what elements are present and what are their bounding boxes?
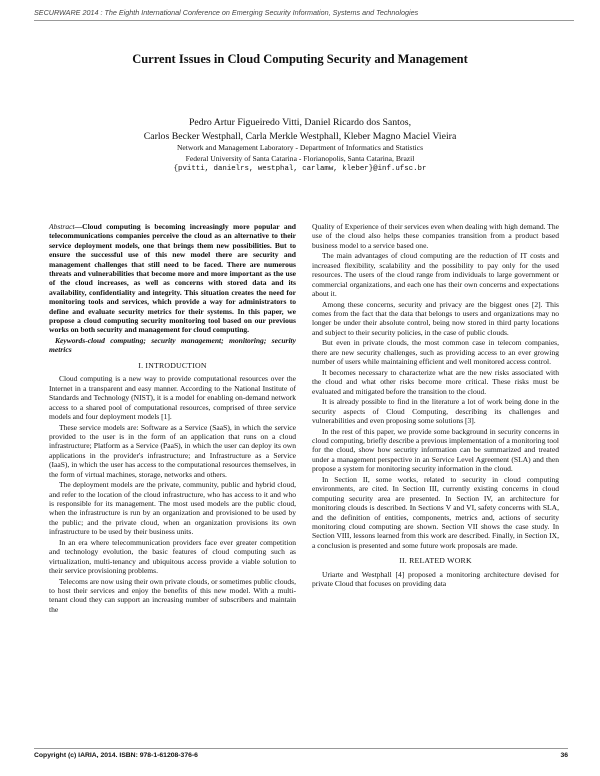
body-paragraph: The main advantages of cloud computing are the reduction of IT costs and increased flexibility, scalability and the possibility to pay only for the used resources. The users of the cloud range from individuals to large government or commercial organizations, and each one has their own concerns and expectations about it. <box>312 251 559 299</box>
section-heading-related-work: II. RELATED WORK <box>399 556 472 566</box>
page-footer <box>34 748 568 759</box>
copyright-isbn: Copyright (c) IARIA, 2014. ISBN: 978-1-61208-376-6 <box>34 752 198 759</box>
affiliation-university: Federal University of Santa Catarina - Florianopolis, Santa Catarina, Brazil <box>185 153 415 163</box>
keywords: Keywords-cloud computing; security management; monitoring; security metrics <box>49 336 296 355</box>
body-paragraph: In the rest of this paper, we provide some background in security concerns in cloud computing, briefly describe a previous implementation of a monitoring tool for the cloud, show how security information can be summarized and treated under a management perspective in an Service Level Agreement (SLA) and then propose a system for monitoring security information in the cloud. <box>312 426 559 474</box>
body-paragraph: Uriarte and Westphall [4] proposed a monitoring architecture devised for private Cloud that focuses on providing data <box>312 569 559 588</box>
abstract-label: Abstract <box>49 222 75 231</box>
section-heading-introduction: I. INTRODUCTION <box>138 360 207 370</box>
body-paragraph: Telecoms are now using their own private clouds, or sometimes public clouds, to host their services and enjoy the benefits of this new model. With a multi-tenant cloud they can support an increasing number of subscribers and maintain the <box>49 576 296 614</box>
body-paragraph: Quality of Experience of their services even when dealing with high demand. The use of the cloud also helps these companies transition from a product based business model to a service based one. <box>312 222 559 250</box>
body-paragraph: It is already possible to find in the literature a lot of work being done in the security aspects of Cloud Computing, describing its challenges and vulnerabilities and even proposing some solutions [3]. <box>312 397 559 426</box>
body-paragraph: These service models are: Software as a Service (SaaS), in which the service provided to the user is in the form of an application that runs on a cloud infrastructure; Platform as a Service (PaaS), in which the user can deploy its own applications in the provider's infrastructure; and Infrastructure as a Service (IaaS), in which the user has access to the computational resources themselves, in the form of virtual machines, storage, networks and others. <box>49 422 296 479</box>
author-emails: {pvitti, danielrs, westphal, carlamw, kleber}@inf.ufsc.br <box>173 165 427 174</box>
left-column <box>49 222 296 615</box>
author-line-2: Carlos Becker Westphall, Carla Merkle Westphall, Kleber Magno Maciel Vieira <box>143 130 457 142</box>
conference-header: SECURWARE 2014 : The Eighth International Conference on Emerging Security Information, Systems and Technologies <box>34 8 574 21</box>
paper-title: Current Issues in Cloud Computing Security and Management <box>132 52 468 66</box>
page-number: 36 <box>560 752 568 759</box>
body-paragraph: It becomes necessary to characterize what are the new risks associated with the cloud and what other risks become more critical. These risks must be evaluated and mitigated before the transition to the cloud. <box>312 367 559 396</box>
body-paragraph: In an era where telecommunication providers face ever greater competition and technology evolution, the basic features of cloud computing such as virtualization, multi-tenancy and ubiquitous access provide a viable solution to their service provisioning problems. <box>49 537 296 575</box>
author-list <box>0 116 600 143</box>
affiliation <box>0 143 600 175</box>
author-line-1: Pedro Artur Figueiredo Vitti, Daniel Ricardo dos Santos, <box>188 117 412 128</box>
abstract <box>49 222 296 335</box>
body-paragraph: Among these concerns, security and privacy are the biggest ones [2]. This comes from the fact that the data that belongs to users and organizations may no longer be under their absolute control, being now stored in third party locations and subject to their security policies, in the case of public clouds. <box>312 299 559 337</box>
affiliation-lab: Network and Management Laboratory - Department of Informatics and Statistics <box>176 143 424 152</box>
right-column <box>312 222 559 590</box>
body-paragraph: But even in private clouds, the most common case in telecom companies, there are new security challenges, such as providing access to an ever growing number of users while maintaining efficient and well monitored access control. <box>312 338 559 367</box>
body-paragraph: The deployment models are the private, community, public and hybrid cloud, and refer to the location of the cloud infrastructure, who has access to it and who is responsible for its management. The most used models are the public cloud, when the infrastructure is run by an organization and provisioned to be used by the public; and the private cloud, when an organization provisions its own infrastructure to be used by their business units. <box>49 480 296 537</box>
body-paragraph: In Section II, some works, related to security in cloud computing environments, are cited. In Section III, currently existing concerns in cloud computing security area are presented. In Section IV, an architecture for monitoring clouds is described. In Sections V and VI, safety concerns with SLA, and the definition of entities, components, metrics and, actions of security monitoring cloud computing are shown. Section VII shows the case study. In Section VIII, lessons learned from this work are described. Finally, in Section IX, a conclusion is presented and some future work proposals are made. <box>312 474 559 550</box>
abstract-text: —Cloud computing is becoming increasingly more popular and telecommunications companies perceive the cloud as an alternative to their service deployment models, one that brings them new possibilities. But to ensure the successful use of this new model there are security and management challenges that still need to be faced. There are numerous threats and vulnerabilities that become more and more important as the use of the cloud increases, as well as concerns with stored data and its availability, confidentiality and integrity. This situation creates the need for monitoring tools and services, which provide a way for administrators to define and evaluate security metrics for their systems. In this paper, we propose a cloud computing security monitoring tool based on our previous works on both security and management for cloud computing. <box>49 222 296 335</box>
body-paragraph: Cloud computing is a new way to provide computational resources over the Internet in a transparent and easy manner. According to the National Institute of Standards and Technology (NIST), it is a model for enabling on-demand network access to a shared pool of computational resources, comprised of three service models and four deployment models [1]. <box>49 374 296 421</box>
